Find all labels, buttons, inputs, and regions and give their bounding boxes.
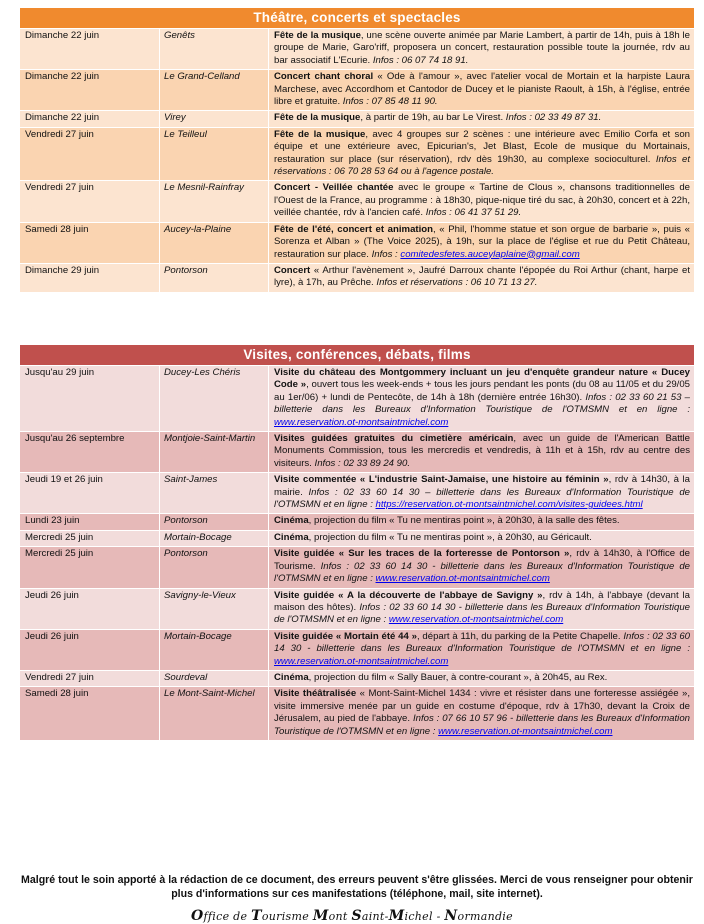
event-text: , à partir de 19h, au bar Le Virest. [360, 112, 504, 124]
event-text: , une scène ouverte animée par Marie Lambert, à partir de 14h, puis à 18h le groupe de Marie, Garo'riff, proposera un concert, restauration possible toute la journée, rdv au bar associatif L'Ecurie. [274, 30, 690, 66]
event-title: Fête de la musique [274, 112, 361, 124]
table-row [20, 366, 694, 432]
event-description [269, 222, 695, 263]
table-row [20, 70, 694, 111]
event-place: Le Grand-Celland [160, 70, 269, 111]
event-description [269, 29, 695, 70]
table-row [20, 432, 694, 473]
event-info: Infos : 02 33 89 24 90. [311, 457, 411, 469]
event-text: , « Phil, l'homme statue et son orgue de barbarie », puis « Sorenza et Alban » (The Voice 2025), à 19h, sur la place de l'église et rue du Petit Château, restauration sur place. [274, 223, 690, 260]
footer-cap: O [191, 908, 204, 924]
event-text: avec le groupe « Tartine de Clous », chansons traditionnelles de l'Ouest de la France, au programme : à 18h30, pique-nique tiré du sac, à 20h30, concert et à 22h, veillée chantée, rdv à l'ancien café. [274, 182, 690, 219]
event-info: Infos : 07 66 10 57 96 - billetterie dans les Bureaux d'Information Touristique de l'OTMSMN et en ligne : [274, 713, 690, 737]
event-date: Dimanche 22 juin [20, 29, 160, 70]
event-link[interactable]: www.reservation.ot-montsaintmichel.com [274, 655, 449, 667]
event-place: Le Mesnil-Rainfray [160, 181, 269, 222]
table-row [20, 222, 694, 263]
event-place: Mortain-Bocage [160, 629, 269, 670]
event-info: Infos : 06 07 74 18 91. [370, 54, 469, 66]
event-place: Pontorson [160, 547, 269, 588]
event-info: Infos : 07 85 48 11 90. [340, 96, 438, 108]
event-info: Infos : 02 33 60 14 30 - billetterie dans les Bureaux d'Information Touristique de l'OTMSMN et en ligne : [274, 630, 690, 655]
event-place: Le Mont-Saint-Michel [160, 687, 269, 740]
table-row [20, 263, 694, 291]
events-table [20, 365, 694, 740]
event-text: , avec 4 groupes sur 2 scènes : une intérieure avec Emilio Corfa et son équipe et une extérieure avec, Epicurian's, Jet Blast, Ecole de musique du Mortainais, restauration sur place (sur réservation), rdv dès 19h30, au complexe socioculturel. [274, 128, 690, 165]
event-place: Le Teilleul [160, 127, 269, 181]
event-text: « Mont-Saint-Michel 1434 : vivre et résister dans une forteresse assiégée », visite immersive menée par un guide en costume d'époque, rdv à 17h30, devant la Croix de Jérusalem, au pied de l'abbaye. [274, 688, 690, 725]
event-place: Aucey-la-Plaine [160, 222, 269, 263]
event-date: Samedi 28 juin [20, 687, 160, 740]
event-title: Cinéma [274, 531, 309, 543]
event-description [269, 127, 695, 181]
event-description [269, 263, 695, 291]
event-date: Jusqu'au 26 septembre [20, 432, 160, 473]
event-date: Vendredi 27 juin [20, 127, 160, 181]
event-description [269, 687, 695, 740]
event-date: Jeudi 26 juin [20, 588, 160, 629]
table-row [20, 127, 694, 181]
event-place: Montjoie-Saint-Martin [160, 432, 269, 473]
event-place: Saint-James [160, 473, 269, 514]
event-place: Ducey-Les Chéris [160, 366, 269, 432]
event-date: Jeudi 19 et 26 juin [20, 473, 160, 514]
event-title: Fête de l'été, concert et animation [274, 223, 433, 235]
event-date: Jusqu'au 29 juin [20, 366, 160, 432]
event-title: Visites guidées gratuites du cimetière américain [274, 433, 514, 445]
event-link[interactable]: www.reservation.ot-montsaintmichel.com [388, 614, 564, 626]
event-info: Infos et réservations : 06 10 71 13 27. [373, 277, 538, 289]
event-description [269, 547, 695, 588]
footer-word: Tourisme [251, 908, 313, 924]
disclaimer: Malgré tout le soin apporté à la rédaction de ce document, des erreurs peuvent s'être glissées. Merci de vous renseigner pour obtenir plus d'informations sur ces manifestations (téléphone, mail, site internet). [21, 874, 693, 900]
table-row [20, 670, 694, 686]
event-title: Cinéma [274, 515, 309, 527]
event-title: Visite guidée « Mortain été 44 » [274, 630, 417, 642]
footer-word: Office de [191, 908, 252, 924]
event-title: Concert chant choral [274, 71, 374, 83]
event-date: Vendredi 27 juin [20, 670, 160, 686]
event-description [269, 432, 695, 473]
event-info: Infos : 06 41 37 51 29. [423, 207, 522, 219]
event-date: Dimanche 22 juin [20, 70, 160, 111]
event-place: Pontorson [160, 514, 269, 530]
event-place: Mortain-Bocage [160, 530, 269, 546]
event-link[interactable]: www.reservation.ot-montsaintmichel.com [438, 725, 613, 737]
event-description [269, 670, 695, 686]
events-table [20, 28, 694, 292]
event-link[interactable]: www.reservation.ot-montsaintmichel.com [274, 416, 449, 428]
event-text: , rdv à 14h30, à la mairie. [274, 474, 690, 498]
event-date: Dimanche 29 juin [20, 263, 160, 291]
section-title: Visites, conférences, débats, films [20, 345, 694, 365]
event-text: , départ à 11h, du parking de la Petite Chapelle. [416, 630, 621, 642]
event-description [269, 629, 695, 670]
event-place: Genêts [160, 29, 269, 70]
section-visites [20, 345, 694, 740]
event-description [269, 181, 695, 222]
event-text: , projection du film « Sally Bauer, à contre-courant », à 20h45, au Rex. [308, 671, 608, 683]
event-text: « Arthur l'avènement », Jaufré Darroux chante l'épopée du Roi Arthur (chant, harpe et lyre), à 17h, au Prêche. [274, 264, 690, 289]
event-description [269, 111, 695, 127]
event-description [269, 473, 695, 514]
footer-word: Saint- [351, 908, 389, 924]
event-date: Vendredi 27 juin [20, 181, 160, 222]
section-theatre [20, 8, 694, 292]
table-row [20, 29, 694, 70]
event-title: Concert - Veillée chantée [274, 182, 394, 194]
table-row [20, 473, 694, 514]
event-link[interactable]: comitedesfetes.auceylaplaine@gmail.com [400, 248, 580, 260]
event-description [269, 588, 695, 629]
event-text: , ouvert tous les week-ends + tous les jours pendant les ponts (du 08 au 11/05 et du 29/05 au 1er/06) + lundi de Pentecôte, de 14h à 18h (dernière entrée 16h30). [274, 379, 690, 403]
event-place: Sourdeval [160, 670, 269, 686]
event-title: Visite guidée « A la découverte de l'abbaye de Savigny » [274, 589, 543, 601]
event-description [269, 366, 695, 432]
event-title: Cinéma [274, 671, 309, 683]
event-description [269, 530, 695, 546]
event-date: Dimanche 22 juin [20, 111, 160, 127]
footer-word: Normandie [444, 908, 513, 924]
event-info: Infos : 02 33 60 21 53 – billetterie dans les Bureaux d'Information Touristique de l'OTMSMN et en ligne : [274, 391, 691, 416]
event-date: Samedi 28 juin [20, 222, 160, 263]
event-title: Concert [274, 264, 311, 276]
event-text: , projection du film « Tu ne mentiras point », à 20h30, à la salle des fêtes. [308, 515, 620, 527]
event-text: , projection du film « Tu ne mentiras point », à 20h30, au Géricault. [308, 531, 592, 543]
event-title: Fête de la musique [274, 128, 366, 140]
event-description [269, 514, 695, 530]
table-row [20, 530, 694, 546]
event-title: Visite guidée « Sur les traces de la forteresse de Pontorson » [274, 548, 570, 560]
event-date: Lundi 23 juin [20, 514, 160, 530]
table-row [20, 547, 694, 588]
event-text: , rdv à 14h, à l'abbaye (devant la maison des hôtes). [274, 589, 690, 613]
event-info: Infos : [368, 248, 401, 260]
event-place: Pontorson [160, 263, 269, 291]
table-row [20, 181, 694, 222]
event-title: Visite commentée « L'industrie Saint-Jamaise, une histoire au féminin » [274, 474, 609, 486]
event-link[interactable]: www.reservation.ot-montsaintmichel.com [375, 573, 550, 585]
event-text: , avec un guide de l'American Battle Monuments Commission, tous les mercredis et vendredis, à 11h et à 15h, rdv au centre des visiteurs. [274, 433, 690, 469]
section-title: Théâtre, concerts et spectacles [20, 8, 694, 28]
table-row [20, 687, 694, 740]
event-description [269, 70, 695, 111]
event-info: Infos : 02 33 60 14 30 - billetterie dans les Bureaux d'Information Touristique de l'OTMSMN et en ligne : [274, 601, 690, 626]
event-info: Infos : 02 33 60 14 30 – billetterie dans les Bureaux d'Information Touristique de l'OTMSMN et en ligne : [274, 486, 690, 511]
event-info: Infos : 02 33 60 14 30 - billetterie dans les Bureaux d'Information Touristique de l'OTMSMN et en ligne : [274, 560, 690, 585]
event-text: , rdv à 14h30, à l'Office de Tourisme. [274, 548, 690, 572]
event-place: Savigny-le-Vieux [160, 588, 269, 629]
event-title: Visite du château des Montgommery incluant un jeu d'enquête grandeur nature « Ducey Code » [274, 367, 690, 391]
event-info: Infos : 02 33 49 87 31. [503, 112, 602, 124]
footer-word: Michel - [388, 908, 445, 924]
table-row [20, 588, 694, 629]
event-date: Jeudi 26 juin [20, 629, 160, 670]
table-row [20, 629, 694, 670]
event-text: « Ode à l'amour », avec l'atelier vocal de Mortain et la harpiste Laura Marchese, avec Accordhom et Cantodor de Ducey et le pianiste Raoult, à 15h, à l'église, entrée libre et gratuite. [274, 71, 690, 108]
event-place: Virey [160, 111, 269, 127]
event-date: Mercredi 25 juin [20, 547, 160, 588]
table-row [20, 111, 694, 127]
event-info: Infos et réservations : 06 70 28 53 64 ou à l'agence postale. [274, 153, 690, 178]
event-title: Visite théâtralisée [274, 688, 357, 700]
event-title: Fête de la musique [274, 30, 361, 41]
event-link[interactable]: https://reservation.ot-montsaintmichel.com/visites-guidees.html [375, 499, 643, 511]
footer-word: Mont [312, 908, 352, 924]
footer-signature [0, 908, 704, 924]
event-date: Mercredi 25 juin [20, 530, 160, 546]
table-row [20, 514, 694, 530]
